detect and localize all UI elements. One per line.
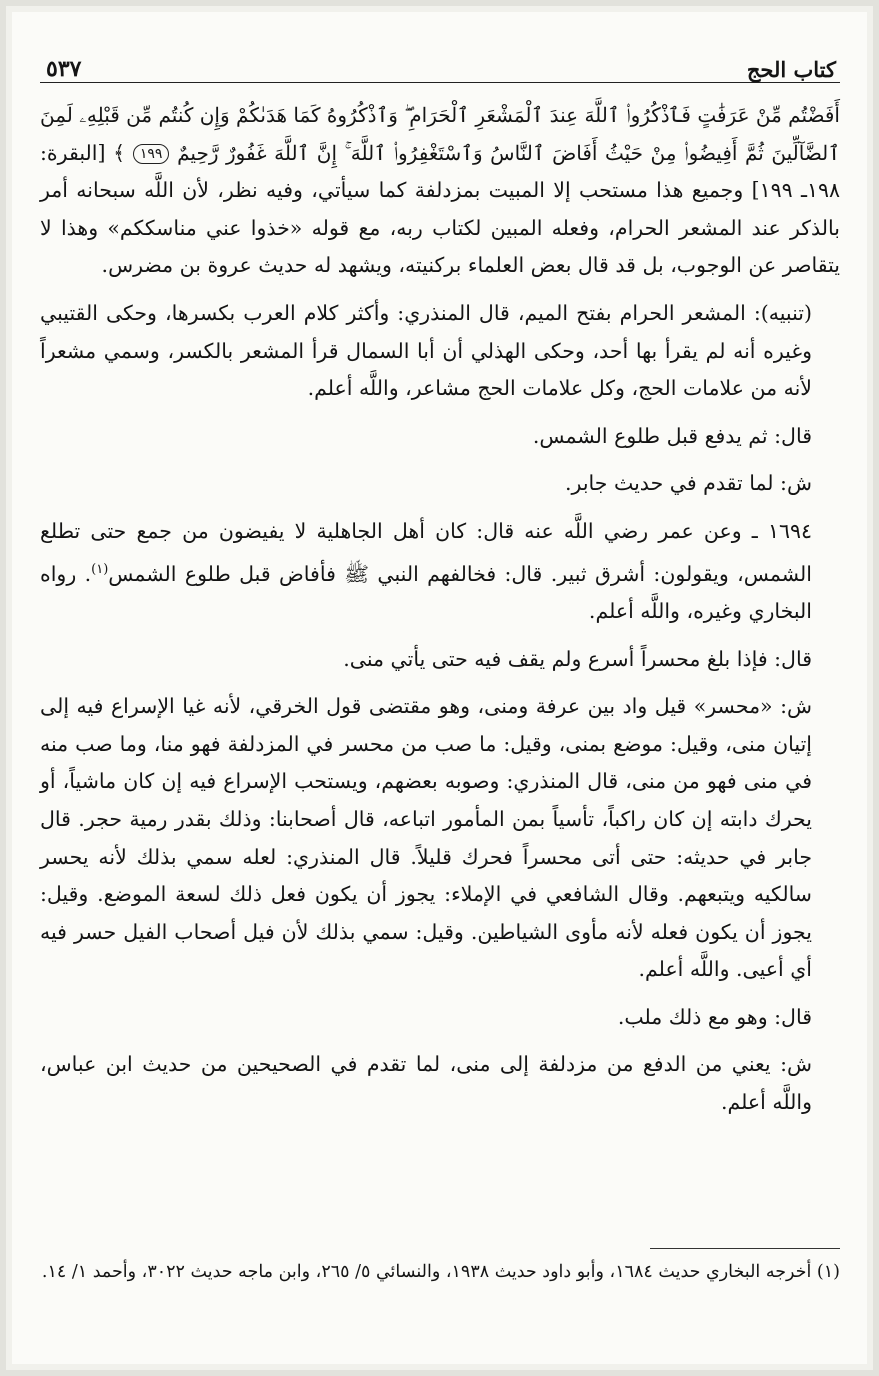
paragraph-sharh-muhassir: ش: «محسر» قيل واد بين عرفة ومنى، وهو مقتضى قول الخرقي، لأنه غيا الإسراع فيه إلى إتيان منى، وقيل: موضع بمنى، وقيل: ما صب من محسر في المزدلفة فهو منا، وما صب منه في منى فهو من منى، قال المنذري: وصوبه بعضهم، ويستحب الإسراع فيه إن كان ماشياً، أو يحرك دابته إن كان راكباً، تأسياً بمن المأمور اتباعه، قال أصحابنا: وذلك بقدر رمية حجر. قال جابر في حديثه: حتى أتى محسراً فحرك قليلاً. قال المنذري: لعله سمي بذلك لأنه يحسر سالكيه ويتبعهم. وقال الشافعي في الإملاء: يجوز أن يكون فعل ذلك لسعة الموضع. وقيل: يجوز أن يكون فعله لأنه مأوى الشياطين. وقيل: سمي بذلك لأن فيل أصحاب الفيل حسر فيه أي أعيى. واللَّه أعلم.: [40, 694, 812, 982]
page-number: ٥٣٧: [46, 56, 82, 82]
footnote-divider: [650, 1248, 840, 1249]
paragraph-hadith-1694: [40, 513, 840, 631]
page-body: [40, 83, 840, 1122]
paragraph-sharh-final: ش: يعني من الدفع من مزدلفة إلى منى، لما تقدم في الصحيحين من حديث ابن عباس، واللَّه أعلم.: [40, 1052, 812, 1115]
paragraph-tanbih: (تنبيه): المشعر الحرام بفتح الميم، قال المنذري: وأكثر كلام العرب بكسرها، وحكى القتيبي وغيره أنه لم يقرأ بها أحد، وحكى الهذلي أن أبا السمال قرأ المشعر بالكسر، وسمي مشعراً لأنه من علامات الحج، وكل علامات الحج مشاعر، واللَّه أعلم.: [40, 300, 812, 401]
page-header: [40, 38, 840, 83]
paragraph-qala: قال: ثم يدفع قبل طلوع الشمس.: [532, 423, 812, 448]
footnote-1: (١) أخرجه البخاري حديث ١٦٨٤، وأبو داود حديث ١٩٣٨، والنسائي ٥/ ٢٦٥، وابن ماجه حديث ٣٠٢٢، وأحمد ١/ ١٤.: [41, 1262, 840, 1282]
ayah-number-marker: ١٩٩: [133, 144, 170, 164]
paragraph-qala-muhassir: قال: فإذا بلغ محسراً أسرع ولم يقف فيه حتى يأتي منى.: [343, 646, 812, 671]
hadith-source: . رواه البخاري وغيره، واللَّه أعلم.: [40, 561, 812, 623]
paragraph-qala-mulabbi: قال: وهو مع ذلك ملب.: [617, 1004, 812, 1029]
paragraph-quran-verse: [40, 97, 840, 285]
running-title: كتاب الحج: [746, 57, 836, 82]
hadith-text: ١٦٩٤ ـ وعن عمر رضي اللَّه عنه قال: كان أهل الجاهلية لا يفيضون من جمع حتى تطلع الشمس، ويقولون: أشرق ثبير. قال: فخالفهم النبي ﷺ فأفاض قبل طلوع الشمس: [40, 518, 812, 586]
quran-verse-text: أَفَضْتُم مِّنْ عَرَفَٰتٍ فَٱذْكُرُوا۟ ٱللَّهَ عِندَ ٱلْمَشْعَرِ ٱلْحَرَامِ ۖ وَٱذْكُرُوهُ كَمَا هَدَىٰكُمْ وَإِن كُنتُم مِّن قَبْلِهِۦ لَمِنَ ٱلضَّآلِّينَ ثُمَّ أَفِيضُوا۟ مِنْ حَيْثُ أَفَاضَ ٱلنَّاسُ وَٱسْتَغْفِرُوا۟ ٱللَّهَ ۚ إِنَّ ٱللَّهَ غَفُورٌ رَّحِيمٌ: [40, 103, 840, 165]
footnote-ref: (١): [91, 561, 109, 577]
book-page: [40, 38, 840, 1338]
paragraph-text: ﴾ [البقرة: ١٩٨ـ ١٩٩] وجميع هذا مستحب إلا المبيت بمزدلفة كما سيأتي، وفيه نظر، لأن اللَّه سبحانه أمر بالذكر عند المشعر الحرام، وفعله المبين لكتاب ربه، مع قوله «خذوا عني مناسككم» وهذا لا يتقاصر عن الوجوب، بل قد قال بعض العلماء بركنيته، ويشهد له حديث عروة بن مضرس.: [40, 140, 840, 278]
paragraph-sharh: ش: لما تقدم في حديث جابر.: [565, 471, 812, 496]
footnotes: [40, 1248, 840, 1288]
